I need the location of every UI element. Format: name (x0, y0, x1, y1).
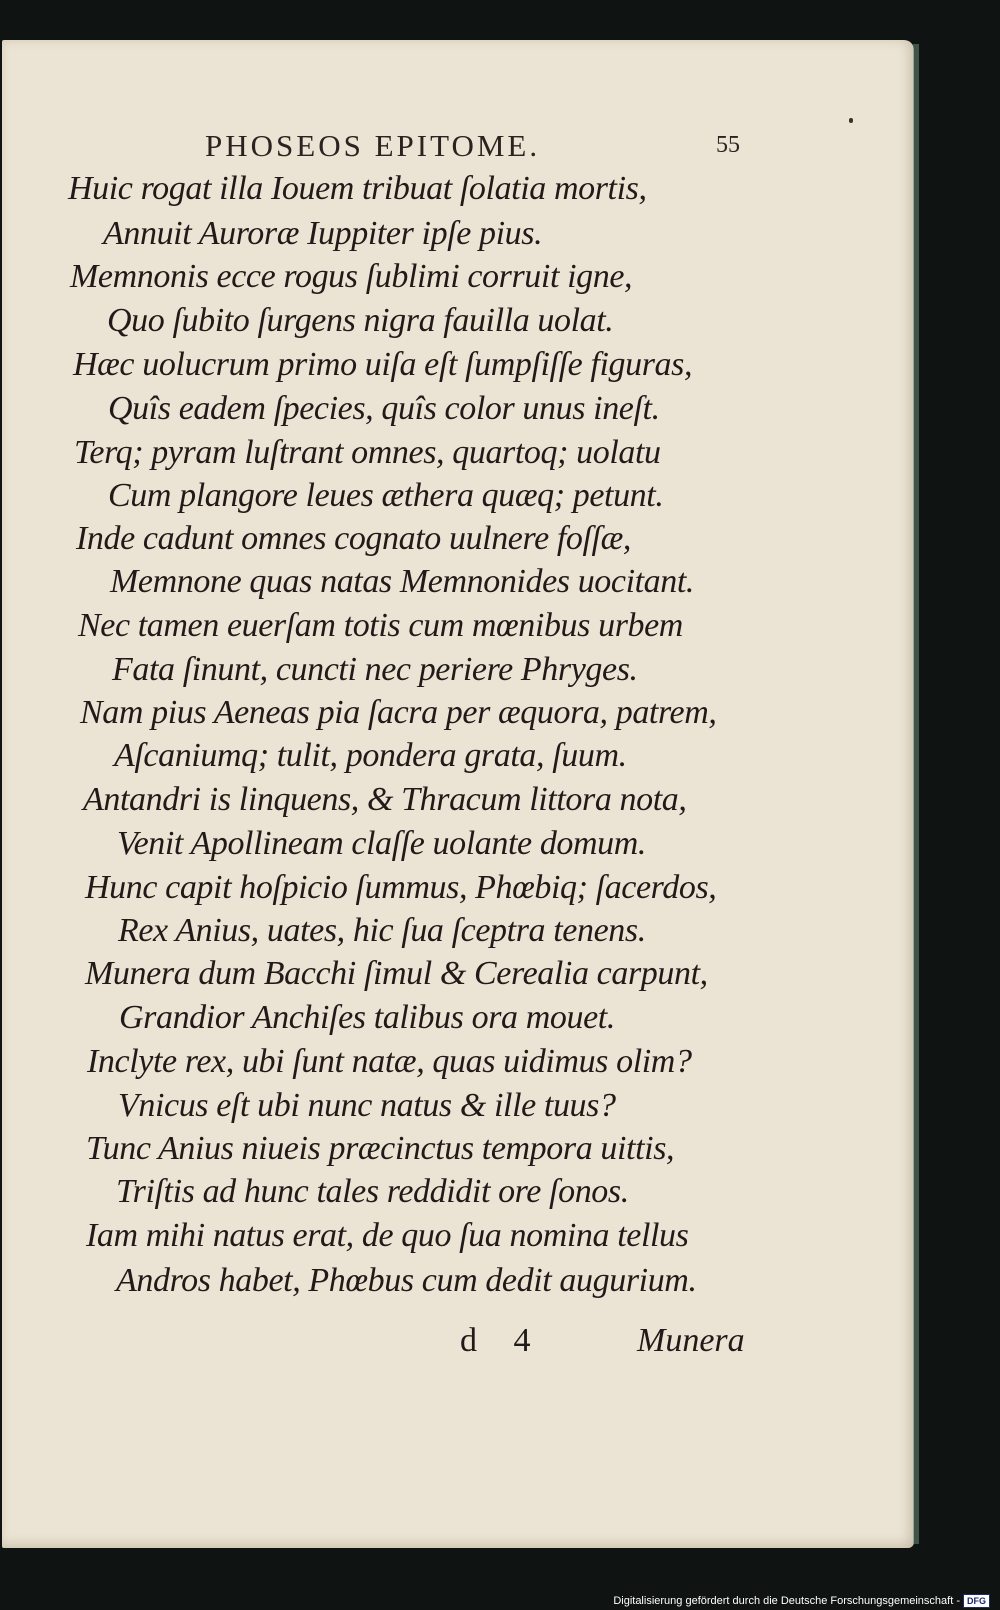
verse-line-6: Quîs eadem ſpecies, quîs color unus ineſt. (108, 390, 660, 427)
verse-line-15: Antandri is linquens, & Thracum littora nota, (83, 781, 687, 818)
verse-line-11: Nec tamen euerſam totis cum mœnibus urbem (78, 607, 683, 644)
verse-line-23: Tunc Anius niueis præcinctus tempora uittis, (86, 1130, 675, 1167)
verse-line-19: Munera dum Bacchi ſimul & Cerealia carpunt, (85, 955, 708, 992)
verse-line-1: Huic rogat illa Iouem tribuat ſolatia mortis, (68, 170, 647, 207)
verse-line-18: Rex Anius, uates, hic ſua ſceptra tenens. (118, 912, 646, 949)
verse-line-5: Hæc uolucrum primo uiſa eſt ſumpſiſſe figuras, (73, 346, 693, 383)
verse-line-9: Inde cadunt omnes cognato uulnere foſſæ, (76, 520, 631, 557)
verse-line-3: Memnonis ecce rogus ſublimi corruit igne, (70, 258, 633, 295)
dfg-logo-icon: DFG (963, 1594, 990, 1608)
catchword: Munera (637, 1322, 745, 1359)
digitization-credit (613, 1594, 990, 1608)
verse-line-12: Fata ſinunt, cuncti nec periere Phryges. (112, 651, 638, 688)
verse-line-17: Hunc capit hoſpicio ſummus, Phœbiq; ſacerdos, (85, 869, 717, 906)
verse-line-14: Aſcaniumq; tulit, pondera grata, ſuum. (114, 737, 627, 774)
verse-line-20: Grandior Anchiſes talibus ora mouet. (119, 999, 615, 1036)
verse-line-7: Terq; pyram luſtrant omnes, quartoq; uolatu (74, 434, 661, 471)
verse-line-2: Annuit Auroræ Iuppiter ipſe pius. (103, 215, 543, 252)
ink-speck (849, 118, 853, 123)
verse-line-13: Nam pius Aeneas pia ſacra per æquora, patrem, (80, 694, 717, 731)
verse-line-16: Venit Apollineam claſſe uolante domum. (117, 825, 647, 862)
credit-text: Digitalisierung gefördert durch die Deutsche Forschungsgemeinschaft - (613, 1595, 960, 1607)
verse-line-4: Quo ſubito ſurgens nigra fauilla uolat. (107, 302, 614, 339)
verse-line-21: Inclyte rex, ubi ſunt natæ, quas uidimus olim? (87, 1043, 692, 1080)
page-edge (913, 44, 919, 1544)
verse-line-25: Iam mihi natus erat, de quo ſua nomina tellus (86, 1217, 689, 1254)
verse-line-10: Memnone quas natas Memnonides uocitant. (110, 563, 695, 600)
verse-line-24: Triſtis ad hunc tales reddidit ore ſonos. (116, 1173, 629, 1210)
running-head: PHOSEOS EPITOME. (205, 128, 541, 163)
folio-number: 55 (716, 132, 740, 158)
verse-line-8: Cum plangore leues æthera quæq; petunt. (108, 477, 664, 514)
verse-line-22: Vnicus eſt ubi nunc natus & ille tuus? (118, 1087, 616, 1124)
verse-line-26: Andros habet, Phœbus cum dedit augurium. (116, 1262, 697, 1299)
signature-mark: d 4 (460, 1322, 545, 1359)
